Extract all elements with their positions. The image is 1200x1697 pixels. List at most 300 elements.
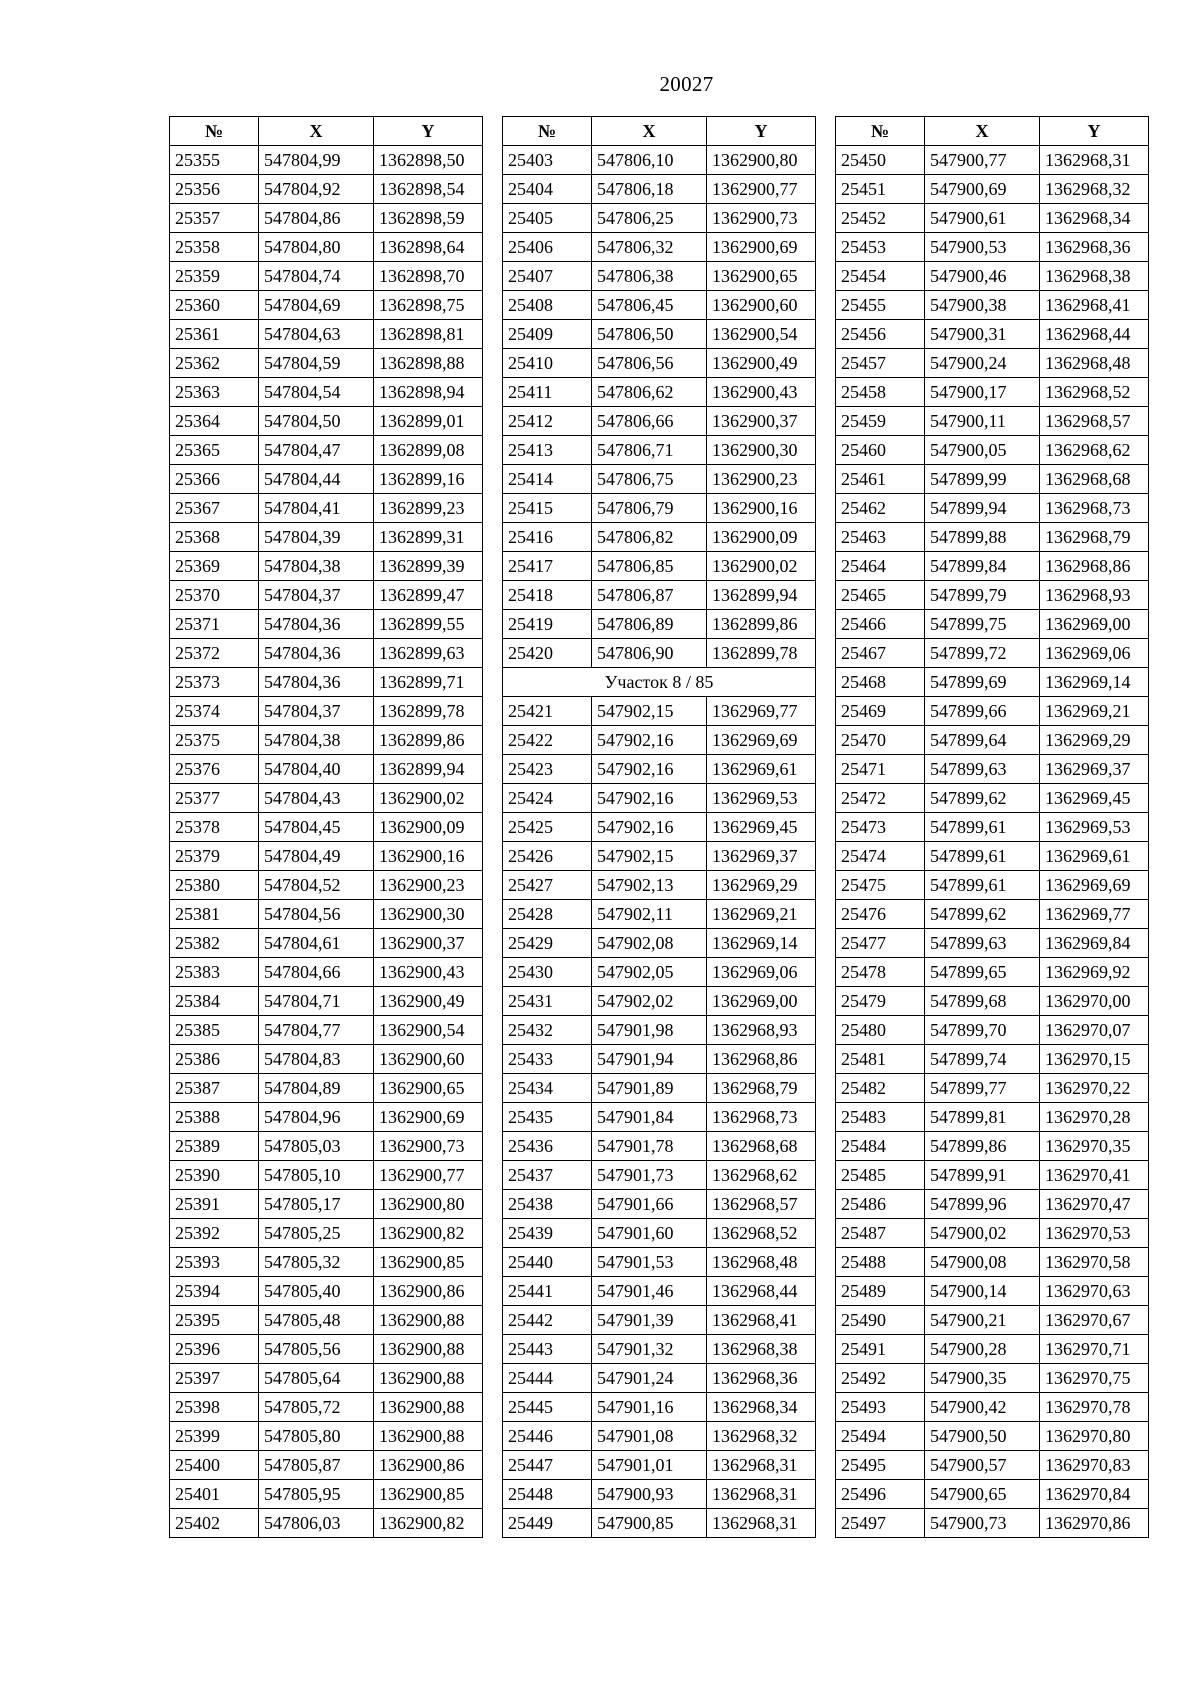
point-number-cell: 25383	[170, 958, 259, 987]
y-coordinate-cell: 1362899,78	[374, 697, 483, 726]
point-number-cell: 25448	[503, 1480, 592, 1509]
point-number-cell: 25393	[170, 1248, 259, 1277]
table-row	[836, 1103, 1149, 1132]
x-coordinate-cell: 547804,59	[259, 349, 374, 378]
x-coordinate-cell: 547901,89	[592, 1074, 707, 1103]
x-coordinate-cell: 547804,50	[259, 407, 374, 436]
y-coordinate-cell: 1362899,63	[374, 639, 483, 668]
y-coordinate-cell: 1362969,21	[1040, 697, 1149, 726]
x-coordinate-cell: 547899,69	[925, 668, 1040, 697]
y-coordinate-cell: 1362969,00	[1040, 610, 1149, 639]
x-coordinate-cell: 547899,65	[925, 958, 1040, 987]
table-row	[836, 1074, 1149, 1103]
point-number-cell: 25468	[836, 668, 925, 697]
x-coordinate-cell: 547902,15	[592, 842, 707, 871]
x-coordinate-cell: 547804,41	[259, 494, 374, 523]
point-number-cell: 25494	[836, 1422, 925, 1451]
table-row	[503, 1277, 816, 1306]
table-row	[170, 1248, 483, 1277]
x-coordinate-cell: 547805,64	[259, 1364, 374, 1393]
point-number-cell: 25464	[836, 552, 925, 581]
x-coordinate-cell: 547804,37	[259, 697, 374, 726]
y-coordinate-cell: 1362899,01	[374, 407, 483, 436]
point-number-cell: 25428	[503, 900, 592, 929]
x-coordinate-cell: 547804,36	[259, 610, 374, 639]
y-coordinate-cell: 1362968,68	[1040, 465, 1149, 494]
table-row	[503, 1509, 816, 1538]
table-row	[836, 1393, 1149, 1422]
table-row	[836, 610, 1149, 639]
table-row	[503, 871, 816, 900]
table-row	[503, 610, 816, 639]
x-coordinate-cell: 547899,94	[925, 494, 1040, 523]
point-number-cell: 25363	[170, 378, 259, 407]
table-row	[503, 958, 816, 987]
x-coordinate-cell: 547806,82	[592, 523, 707, 552]
table-row	[836, 842, 1149, 871]
table-row	[503, 175, 816, 204]
x-coordinate-cell: 547899,74	[925, 1045, 1040, 1074]
x-coordinate-cell: 547899,91	[925, 1161, 1040, 1190]
point-number-cell: 25431	[503, 987, 592, 1016]
x-coordinate-cell: 547805,03	[259, 1132, 374, 1161]
y-coordinate-cell: 1362968,38	[707, 1335, 816, 1364]
table-row	[503, 436, 816, 465]
y-coordinate-cell: 1362968,41	[1040, 291, 1149, 320]
point-number-cell: 25381	[170, 900, 259, 929]
y-coordinate-cell: 1362898,88	[374, 349, 483, 378]
y-coordinate-cell: 1362899,47	[374, 581, 483, 610]
x-coordinate-cell: 547804,45	[259, 813, 374, 842]
x-coordinate-cell: 547806,90	[592, 639, 707, 668]
table-row	[503, 465, 816, 494]
y-coordinate-cell: 1362969,29	[1040, 726, 1149, 755]
y-coordinate-cell: 1362899,86	[374, 726, 483, 755]
point-number-cell: 25418	[503, 581, 592, 610]
table-row	[170, 465, 483, 494]
y-coordinate-cell: 1362969,06	[1040, 639, 1149, 668]
point-number-cell: 25404	[503, 175, 592, 204]
table-row	[836, 465, 1149, 494]
x-coordinate-cell: 547805,10	[259, 1161, 374, 1190]
table-row	[503, 204, 816, 233]
x-coordinate-cell: 547804,43	[259, 784, 374, 813]
y-coordinate-cell: 1362970,86	[1040, 1509, 1149, 1538]
table-row	[836, 378, 1149, 407]
y-coordinate-cell: 1362970,71	[1040, 1335, 1149, 1364]
point-number-cell: 25373	[170, 668, 259, 697]
table-row	[170, 1480, 483, 1509]
point-number-cell: 25396	[170, 1335, 259, 1364]
x-coordinate-cell: 547901,24	[592, 1364, 707, 1393]
point-number-cell: 25421	[503, 697, 592, 726]
point-number-cell: 25413	[503, 436, 592, 465]
y-coordinate-cell: 1362898,54	[374, 175, 483, 204]
point-number-cell: 25358	[170, 233, 259, 262]
y-coordinate-cell: 1362900,16	[707, 494, 816, 523]
y-coordinate-cell: 1362970,84	[1040, 1480, 1149, 1509]
x-coordinate-cell: 547900,85	[592, 1509, 707, 1538]
y-coordinate-cell: 1362970,78	[1040, 1393, 1149, 1422]
x-coordinate-cell: 547805,32	[259, 1248, 374, 1277]
x-coordinate-cell: 547804,54	[259, 378, 374, 407]
table-row	[503, 697, 816, 726]
y-coordinate-cell: 1362900,43	[707, 378, 816, 407]
point-number-cell: 25447	[503, 1451, 592, 1480]
table-row	[503, 1190, 816, 1219]
y-coordinate-cell: 1362969,29	[707, 871, 816, 900]
y-coordinate-cell: 1362900,30	[707, 436, 816, 465]
point-number-cell: 25411	[503, 378, 592, 407]
table-row	[836, 523, 1149, 552]
point-number-cell: 25407	[503, 262, 592, 291]
point-number-cell: 25440	[503, 1248, 592, 1277]
y-coordinate-cell: 1362899,23	[374, 494, 483, 523]
x-coordinate-cell: 547804,71	[259, 987, 374, 1016]
y-coordinate-cell: 1362968,79	[1040, 523, 1149, 552]
point-number-cell: 25466	[836, 610, 925, 639]
point-number-cell: 25459	[836, 407, 925, 436]
point-number-cell: 25401	[170, 1480, 259, 1509]
table-row	[170, 610, 483, 639]
x-coordinate-cell: 547806,62	[592, 378, 707, 407]
section-row	[503, 668, 816, 697]
point-number-cell: 25371	[170, 610, 259, 639]
y-coordinate-cell: 1362968,38	[1040, 262, 1149, 291]
x-coordinate-cell: 547806,25	[592, 204, 707, 233]
x-coordinate-cell: 547804,63	[259, 320, 374, 349]
table-row	[170, 581, 483, 610]
x-coordinate-cell: 547804,52	[259, 871, 374, 900]
table-row	[503, 1074, 816, 1103]
y-coordinate-cell: 1362969,61	[1040, 842, 1149, 871]
table-row	[836, 494, 1149, 523]
point-number-cell: 25406	[503, 233, 592, 262]
table-row	[503, 1364, 816, 1393]
x-coordinate-cell: 547805,80	[259, 1422, 374, 1451]
x-coordinate-cell: 547899,72	[925, 639, 1040, 668]
page-number: 20027	[659, 72, 714, 96]
point-number-cell: 25486	[836, 1190, 925, 1219]
point-number-cell: 25453	[836, 233, 925, 262]
x-coordinate-cell: 547806,89	[592, 610, 707, 639]
table-row	[503, 1248, 816, 1277]
point-number-cell: 25395	[170, 1306, 259, 1335]
y-coordinate-cell: 1362968,31	[1040, 146, 1149, 175]
x-coordinate-cell: 547804,44	[259, 465, 374, 494]
point-number-cell: 25422	[503, 726, 592, 755]
x-coordinate-cell: 547899,64	[925, 726, 1040, 755]
table-row	[836, 987, 1149, 1016]
y-coordinate-cell: 1362970,75	[1040, 1364, 1149, 1393]
point-number-cell: 25443	[503, 1335, 592, 1364]
x-coordinate-cell: 547900,05	[925, 436, 1040, 465]
y-coordinate-cell: 1362900,02	[374, 784, 483, 813]
table-row	[503, 552, 816, 581]
point-number-cell: 25434	[503, 1074, 592, 1103]
point-number-cell: 25420	[503, 639, 592, 668]
point-number-cell: 25374	[170, 697, 259, 726]
table-row	[836, 436, 1149, 465]
x-coordinate-cell: 547900,24	[925, 349, 1040, 378]
x-coordinate-cell: 547804,40	[259, 755, 374, 784]
y-coordinate-cell: 1362968,73	[707, 1103, 816, 1132]
point-number-cell: 25369	[170, 552, 259, 581]
y-coordinate-cell: 1362970,80	[1040, 1422, 1149, 1451]
y-coordinate-cell: 1362900,73	[374, 1132, 483, 1161]
point-number-cell: 25475	[836, 871, 925, 900]
point-number-cell: 25356	[170, 175, 259, 204]
point-number-cell: 25495	[836, 1451, 925, 1480]
x-coordinate-cell: 547900,14	[925, 1277, 1040, 1306]
x-coordinate-cell: 547899,84	[925, 552, 1040, 581]
y-coordinate-cell: 1362968,62	[707, 1161, 816, 1190]
table-row	[170, 697, 483, 726]
table-header-row	[503, 117, 816, 146]
point-number-cell: 25449	[503, 1509, 592, 1538]
x-coordinate-cell: 547804,99	[259, 146, 374, 175]
y-coordinate-cell: 1362900,73	[707, 204, 816, 233]
point-number-cell: 25452	[836, 204, 925, 233]
y-coordinate-cell: 1362970,67	[1040, 1306, 1149, 1335]
y-coordinate-cell: 1362968,36	[707, 1364, 816, 1393]
point-number-cell: 25446	[503, 1422, 592, 1451]
table-row	[170, 233, 483, 262]
y-coordinate-cell: 1362900,86	[374, 1277, 483, 1306]
table-row	[503, 378, 816, 407]
table-row	[503, 842, 816, 871]
table-row	[170, 552, 483, 581]
y-coordinate-cell: 1362970,35	[1040, 1132, 1149, 1161]
table-row	[503, 494, 816, 523]
point-number-cell: 25425	[503, 813, 592, 842]
y-coordinate-cell: 1362899,39	[374, 552, 483, 581]
y-coordinate-cell: 1362969,00	[707, 987, 816, 1016]
y-coordinate-cell: 1362900,86	[374, 1451, 483, 1480]
point-number-cell: 25437	[503, 1161, 592, 1190]
y-coordinate-cell: 1362969,53	[707, 784, 816, 813]
point-number-cell: 25380	[170, 871, 259, 900]
table-row	[836, 1161, 1149, 1190]
y-coordinate-cell: 1362900,85	[374, 1480, 483, 1509]
y-coordinate-cell: 1362900,60	[374, 1045, 483, 1074]
header-number: №	[503, 117, 592, 146]
table-row	[170, 1103, 483, 1132]
y-coordinate-cell: 1362969,14	[1040, 668, 1149, 697]
y-coordinate-cell: 1362898,70	[374, 262, 483, 291]
table-row	[836, 581, 1149, 610]
x-coordinate-cell: 547806,03	[259, 1509, 374, 1538]
y-coordinate-cell: 1362899,94	[707, 581, 816, 610]
table-row	[503, 146, 816, 175]
y-coordinate-cell: 1362900,77	[374, 1161, 483, 1190]
point-number-cell: 25398	[170, 1393, 259, 1422]
point-number-cell: 25402	[170, 1509, 259, 1538]
table-row	[836, 1219, 1149, 1248]
point-number-cell: 25478	[836, 958, 925, 987]
x-coordinate-cell: 547806,56	[592, 349, 707, 378]
x-coordinate-cell: 547900,77	[925, 146, 1040, 175]
point-number-cell: 25409	[503, 320, 592, 349]
point-number-cell: 25390	[170, 1161, 259, 1190]
x-coordinate-cell: 547899,68	[925, 987, 1040, 1016]
x-coordinate-cell: 547901,08	[592, 1422, 707, 1451]
point-number-cell: 25400	[170, 1451, 259, 1480]
x-coordinate-cell: 547902,02	[592, 987, 707, 1016]
table-row	[836, 1277, 1149, 1306]
y-coordinate-cell: 1362898,75	[374, 291, 483, 320]
x-coordinate-cell: 547804,61	[259, 929, 374, 958]
table-row	[836, 871, 1149, 900]
y-coordinate-cell: 1362969,61	[707, 755, 816, 784]
y-coordinate-cell: 1362900,09	[707, 523, 816, 552]
point-number-cell: 25416	[503, 523, 592, 552]
y-coordinate-cell: 1362968,32	[1040, 175, 1149, 204]
x-coordinate-cell: 547899,63	[925, 755, 1040, 784]
header-x: X	[259, 117, 374, 146]
x-coordinate-cell: 547899,61	[925, 871, 1040, 900]
table-row	[503, 726, 816, 755]
point-number-cell: 25480	[836, 1016, 925, 1045]
point-number-cell: 25471	[836, 755, 925, 784]
y-coordinate-cell: 1362970,00	[1040, 987, 1149, 1016]
x-coordinate-cell: 547901,60	[592, 1219, 707, 1248]
table-row	[503, 262, 816, 291]
y-coordinate-cell: 1362969,21	[707, 900, 816, 929]
x-coordinate-cell: 547806,71	[592, 436, 707, 465]
table-row	[170, 494, 483, 523]
y-coordinate-cell: 1362968,86	[1040, 552, 1149, 581]
y-coordinate-cell: 1362899,71	[374, 668, 483, 697]
table-row	[170, 784, 483, 813]
x-coordinate-cell: 547902,16	[592, 755, 707, 784]
point-number-cell: 25426	[503, 842, 592, 871]
point-number-cell: 25436	[503, 1132, 592, 1161]
point-number-cell: 25377	[170, 784, 259, 813]
x-coordinate-cell: 547900,21	[925, 1306, 1040, 1335]
x-coordinate-cell: 547804,74	[259, 262, 374, 291]
y-coordinate-cell: 1362900,80	[707, 146, 816, 175]
table-row	[170, 1422, 483, 1451]
x-coordinate-cell: 547804,36	[259, 668, 374, 697]
point-number-cell: 25470	[836, 726, 925, 755]
table-header-row	[836, 117, 1149, 146]
x-coordinate-cell: 547806,45	[592, 291, 707, 320]
table-row	[836, 813, 1149, 842]
point-number-cell: 25399	[170, 1422, 259, 1451]
point-number-cell: 25394	[170, 1277, 259, 1306]
table-row	[503, 233, 816, 262]
table-row	[836, 668, 1149, 697]
table-row	[503, 1219, 816, 1248]
x-coordinate-cell: 547805,72	[259, 1393, 374, 1422]
point-number-cell: 25368	[170, 523, 259, 552]
table-row	[836, 233, 1149, 262]
x-coordinate-cell: 547902,16	[592, 726, 707, 755]
section-label: Участок 8 / 85	[503, 668, 816, 697]
y-coordinate-cell: 1362900,23	[707, 465, 816, 494]
table-row	[170, 320, 483, 349]
table-row	[503, 1393, 816, 1422]
y-coordinate-cell: 1362900,02	[707, 552, 816, 581]
point-number-cell: 25490	[836, 1306, 925, 1335]
header-y: Y	[1040, 117, 1149, 146]
x-coordinate-cell: 547901,39	[592, 1306, 707, 1335]
x-coordinate-cell: 547899,96	[925, 1190, 1040, 1219]
x-coordinate-cell: 547902,11	[592, 900, 707, 929]
point-number-cell: 25386	[170, 1045, 259, 1074]
y-coordinate-cell: 1362968,31	[707, 1509, 816, 1538]
y-coordinate-cell: 1362970,07	[1040, 1016, 1149, 1045]
point-number-cell: 25491	[836, 1335, 925, 1364]
y-coordinate-cell: 1362900,43	[374, 958, 483, 987]
point-number-cell: 25485	[836, 1161, 925, 1190]
point-number-cell: 25465	[836, 581, 925, 610]
y-coordinate-cell: 1362968,93	[1040, 581, 1149, 610]
point-number-cell: 25457	[836, 349, 925, 378]
x-coordinate-cell: 547805,56	[259, 1335, 374, 1364]
point-number-cell: 25476	[836, 900, 925, 929]
table-row	[503, 1335, 816, 1364]
x-coordinate-cell: 547901,53	[592, 1248, 707, 1277]
x-coordinate-cell: 547901,78	[592, 1132, 707, 1161]
table-row	[836, 1045, 1149, 1074]
x-coordinate-cell: 547900,57	[925, 1451, 1040, 1480]
table-row	[170, 813, 483, 842]
table-row	[503, 291, 816, 320]
x-coordinate-cell: 547901,16	[592, 1393, 707, 1422]
table-row	[836, 262, 1149, 291]
x-coordinate-cell: 547899,62	[925, 900, 1040, 929]
y-coordinate-cell: 1362968,57	[1040, 407, 1149, 436]
y-coordinate-cell: 1362900,65	[374, 1074, 483, 1103]
y-coordinate-cell: 1362969,77	[1040, 900, 1149, 929]
table-row	[170, 291, 483, 320]
x-coordinate-cell: 547804,80	[259, 233, 374, 262]
point-number-cell: 25355	[170, 146, 259, 175]
y-coordinate-cell: 1362968,32	[707, 1422, 816, 1451]
point-number-cell: 25415	[503, 494, 592, 523]
point-number-cell: 25370	[170, 581, 259, 610]
point-number-cell: 25497	[836, 1509, 925, 1538]
table-row	[170, 755, 483, 784]
y-coordinate-cell: 1362969,69	[1040, 871, 1149, 900]
point-number-cell: 25455	[836, 291, 925, 320]
table-row	[170, 1016, 483, 1045]
table-row	[836, 1248, 1149, 1277]
table-row	[836, 639, 1149, 668]
table-row	[836, 1364, 1149, 1393]
table-row	[503, 813, 816, 842]
y-coordinate-cell: 1362899,08	[374, 436, 483, 465]
table-row	[503, 1480, 816, 1509]
table-row	[503, 1103, 816, 1132]
table-row	[170, 436, 483, 465]
x-coordinate-cell: 547899,70	[925, 1016, 1040, 1045]
y-coordinate-cell: 1362900,49	[374, 987, 483, 1016]
table-row	[836, 204, 1149, 233]
point-number-cell: 25445	[503, 1393, 592, 1422]
point-number-cell: 25489	[836, 1277, 925, 1306]
y-coordinate-cell: 1362970,28	[1040, 1103, 1149, 1132]
y-coordinate-cell: 1362969,53	[1040, 813, 1149, 842]
table-row	[170, 1074, 483, 1103]
x-coordinate-cell: 547804,38	[259, 726, 374, 755]
table-header-row	[170, 117, 483, 146]
header-y: Y	[374, 117, 483, 146]
x-coordinate-cell: 547900,61	[925, 204, 1040, 233]
y-coordinate-cell: 1362970,22	[1040, 1074, 1149, 1103]
